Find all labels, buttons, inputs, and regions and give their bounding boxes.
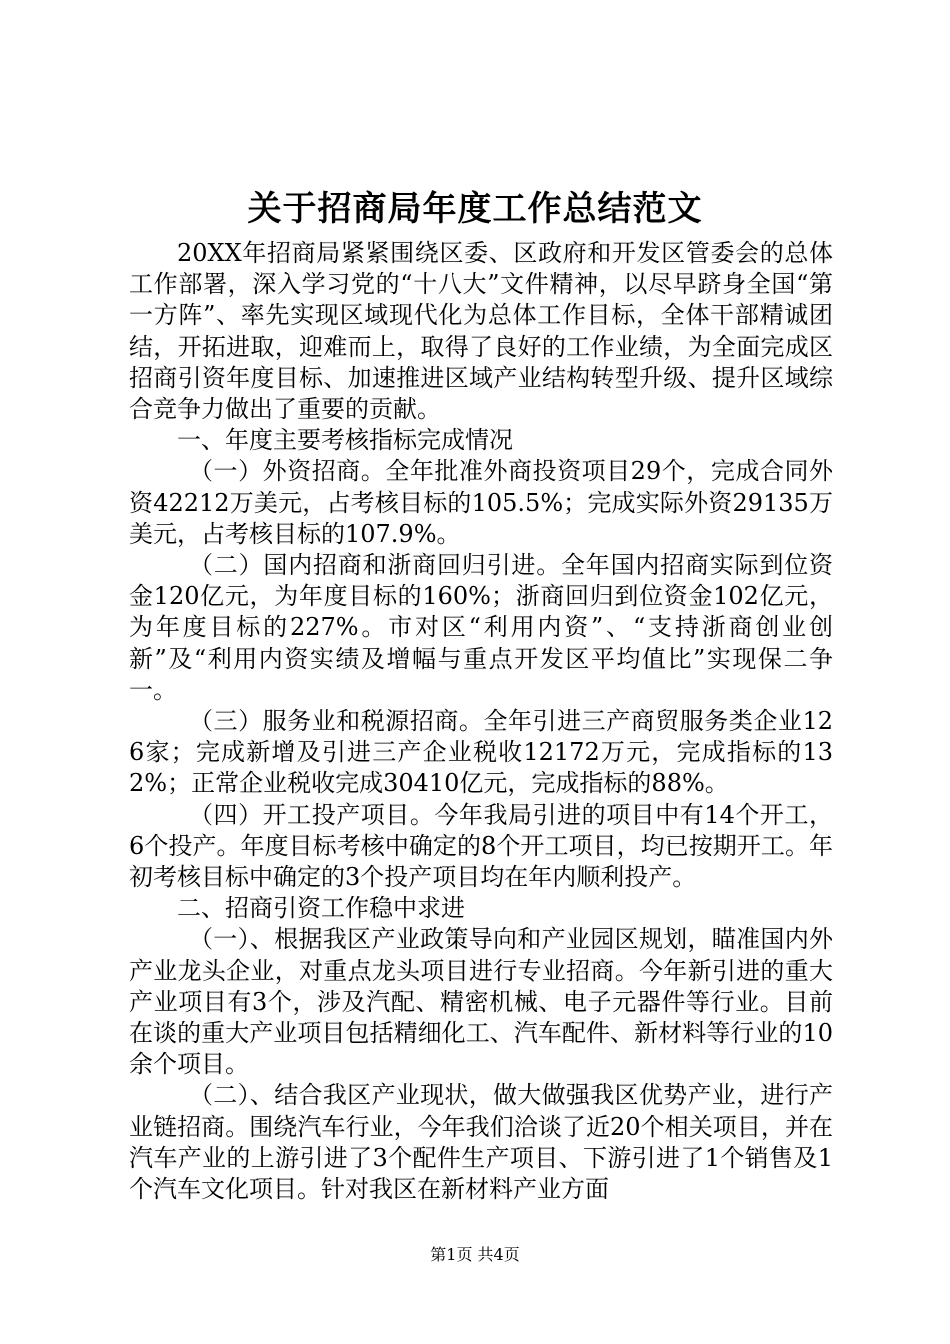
paragraph-industry-chain: （二）、结合我区产业现状，做大做强我区优势产业，进行产业链招商。围绕汽车行业，今年我们洽谈了近20个相关项目，并在汽车产业的上游引进了3个配件生产项目、下游引进了1个销售及1个汽车文化项目。针对我区在新材料产业方面 xyxy=(129,1081,833,1204)
section-heading-2: 二、招商引资工作稳中求进 xyxy=(177,894,465,923)
page-footer: 第1页 共4页 xyxy=(430,1245,520,1264)
paragraph-projects: （四）开工投产项目。今年我局引进的项目中有14个开工，6个投产。年度目标考核中确定的8个开工项目，均已按期开工。年初考核目标中确定的3个投产项目均在年内顺利投产。 xyxy=(129,800,833,892)
paragraph-domestic-investment: （二）国内招商和浙商回归引进。全年国内招商实际到位资金120亿元，为年度目标的160%；浙商回归到位资金102亿元，为年度目标的227%。市对区“利用内资”、“支持浙商创业创新”及“利用内资实绩及增幅与重点开发区平均值比”实现保二争一。 xyxy=(129,551,833,704)
document-title: 关于招商局年度工作总结范文 xyxy=(247,189,703,229)
paragraph-intro: 20XX年招商局紧紧围绕区委、区政府和开发区管委会的总体工作部署，深入学习党的“十八大”文件精神，以尽早跻身全国“第一方阵”、率先实现区域现代化为总体工作目标，全体干部精诚团结，开拓进取，迎难而上，取得了良好的工作业绩，为全面完成区招商引资年度目标、加速推进区域产业结构转型升级、提升区域综合竞争力做出了重要的贡献。 xyxy=(129,239,833,424)
paragraph-service-tax: （三）服务业和税源招商。全年引进三产商贸服务类企业126家；完成新增及引进三产企业税收12172万元，完成指标的132%；正常企业税收完成30410亿元，完成指标的88%。 xyxy=(129,707,833,798)
paragraph-foreign-investment: （一）外资招商。全年批准外商投资项目29个，完成合同外资42212万美元，占考核目标的105.5%；完成实际外资29135万美元，占考核目标的107.9%。 xyxy=(129,457,833,548)
document-body xyxy=(129,238,833,1205)
section-heading-1: 一、年度主要考核指标完成情况 xyxy=(177,426,513,455)
paragraph-key-projects: （一）、根据我区产业政策导向和产业园区规划，瞄准国内外产业龙头企业，对重点龙头项目进行专业招商。今年新引进的重大产业项目有3个，涉及汽配、精密机械、电子元器件等行业。目前在谈的重大产业项目包括精细化工、汽车配件、新材料等行业的10余个项目。 xyxy=(129,925,833,1079)
